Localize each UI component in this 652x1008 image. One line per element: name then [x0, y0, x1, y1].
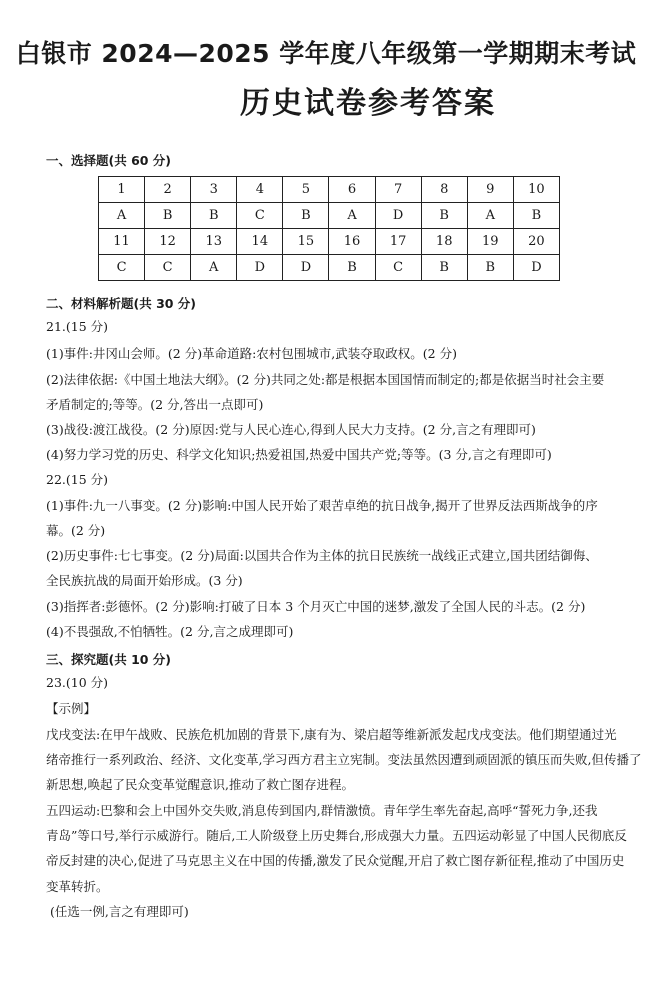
question-number-cell: 6 — [329, 177, 375, 203]
q21-answer-4: (4)努力学习党的历史、科学文化知识;热爱祖国,热爱中国共产党;等等。(3 分,言之有理即可) — [46, 447, 552, 462]
answer-cell: B — [329, 255, 375, 281]
question-number-cell: 11 — [99, 229, 145, 255]
answer-cell: B — [421, 203, 467, 229]
answer-cell: C — [237, 203, 283, 229]
question-number-cell: 5 — [283, 177, 329, 203]
question-number-cell: 19 — [467, 229, 513, 255]
q22-answer-4: (4)不畏强敌,不怕牺牲。(2 分,言之成理即可) — [46, 624, 294, 639]
question-number-cell: 3 — [191, 177, 237, 203]
question-number-cell: 12 — [145, 229, 191, 255]
answer-table — [98, 176, 560, 281]
answer-cell: D — [237, 255, 283, 281]
q22-answer-1-cont: 幕。(2 分) — [46, 523, 106, 538]
answer-cell: A — [467, 203, 513, 229]
question-number-cell: 10 — [513, 177, 559, 203]
q23-paragraph-2-end: 变革转折。 — [46, 879, 109, 894]
answer-cell: A — [191, 255, 237, 281]
q23-heading: 23.(10 分) — [46, 675, 109, 690]
q23-paragraph-2-cont: 青岛”等口号,举行示威游行。随后,工人阶级登上历史舞台,形成强大力量。五四运动彰显了中国人民彻底反 — [46, 828, 627, 843]
question-number-cell: 18 — [421, 229, 467, 255]
section-material-heading: 二、材料解析题(共 30 分) — [46, 296, 197, 311]
answer-cell: B — [191, 203, 237, 229]
answer-cell: D — [283, 255, 329, 281]
q23-paragraph-2: 五四运动:巴黎和会上中国外交失败,消息传到国内,群情激愤。青年学生率先奋起,高呼“誓死力争,还我 — [46, 803, 598, 818]
answer-cell: B — [467, 255, 513, 281]
answer-cell: B — [513, 203, 559, 229]
answer-cell: C — [145, 255, 191, 281]
question-number-cell: 1 — [99, 177, 145, 203]
question-number-cell: 4 — [237, 177, 283, 203]
section-explore-heading: 三、探究题(共 10 分) — [46, 652, 172, 667]
question-number-cell: 9 — [467, 177, 513, 203]
q23-paragraph-1-cont: 绪帝推行一系列政治、经济、文化变革,学习西方君主立宪制。变法虽然因遭到顽固派的镇压而失败,但传播了 — [46, 752, 642, 767]
answer-table-row — [99, 177, 560, 203]
question-number-cell: 2 — [145, 177, 191, 203]
answer-table-row — [99, 229, 560, 255]
question-number-cell: 17 — [375, 229, 421, 255]
q23-paragraph-1: 戊戌变法:在甲午战败、民族危机加剧的背景下,康有为、梁启超等维新派发起戊戌变法。他们期望通过光 — [46, 727, 617, 742]
q23-paragraph-2-cont2: 帝反封建的决心,促进了马克思主义在中国的传播,激发了民众觉醒,开启了救亡图存新征程,推动了中国历史 — [46, 853, 625, 868]
answer-cell: D — [375, 203, 421, 229]
question-number-cell: 13 — [191, 229, 237, 255]
q21-heading: 21.(15 分) — [46, 319, 109, 334]
section-choice-heading: 一、选择题(共 60 分) — [46, 153, 172, 168]
answer-table-row — [99, 203, 560, 229]
answer-cell: B — [145, 203, 191, 229]
answer-cell: B — [283, 203, 329, 229]
answer-cell: A — [329, 203, 375, 229]
q21-answer-1: (1)事件:井冈山会师。(2 分)革命道路:农村包围城市,武装夺取政权。(2 分) — [46, 346, 457, 361]
q23-example-label: 【示例】 — [46, 701, 97, 716]
question-number-cell: 14 — [237, 229, 283, 255]
answer-cell: A — [99, 203, 145, 229]
q22-answer-1: (1)事件:九一八事变。(2 分)影响:中国人民开始了艰苦卓绝的抗日战争,揭开了世界反法西斯战争的序 — [46, 498, 598, 513]
question-number-cell: 20 — [513, 229, 559, 255]
answer-cell: D — [513, 255, 559, 281]
question-number-cell: 16 — [329, 229, 375, 255]
q23-note: (任选一例,言之有理即可) — [50, 904, 189, 919]
q22-answer-2-cont: 全民族抗战的局面开始形成。(3 分) — [46, 573, 243, 588]
q21-answer-2: (2)法律依据:《中国土地法大纲》。(2 分)共同之处:都是根据本国国情而制定的;都是依据当时社会主要 — [46, 372, 605, 387]
answer-cell: C — [99, 255, 145, 281]
q21-answer-2-cont: 矛盾制定的;等等。(2 分,答出一点即可) — [46, 397, 264, 412]
question-number-cell: 7 — [375, 177, 421, 203]
exam-title: 白银市 2024—2025 学年度八年级第一学期期末考试 — [15, 39, 637, 68]
answer-key-title: 历史试卷参考答案 — [240, 86, 496, 121]
answer-table-row — [99, 255, 560, 281]
q21-answer-3: (3)战役:渡江战役。(2 分)原因:党与人民心连心,得到人民大力支持。(2 分,言之有理即可) — [46, 422, 536, 437]
question-number-cell: 15 — [283, 229, 329, 255]
answer-cell: C — [375, 255, 421, 281]
question-number-cell: 8 — [421, 177, 467, 203]
q22-answer-2: (2)历史事件:七七事变。(2 分)局面:以国共合作为主体的抗日民族统一战线正式建立,国共团结御侮、 — [46, 548, 598, 563]
answer-cell: B — [421, 255, 467, 281]
q22-answer-3: (3)指挥者:彭德怀。(2 分)影响:打破了日本 3 个月灭亡中国的迷梦,激发了全国人民的斗志。(2 分) — [46, 599, 586, 614]
q23-paragraph-1-end: 新思想,唤起了民众变革觉醒意识,推动了救亡图存进程。 — [46, 777, 354, 792]
q22-heading: 22.(15 分) — [46, 472, 109, 487]
